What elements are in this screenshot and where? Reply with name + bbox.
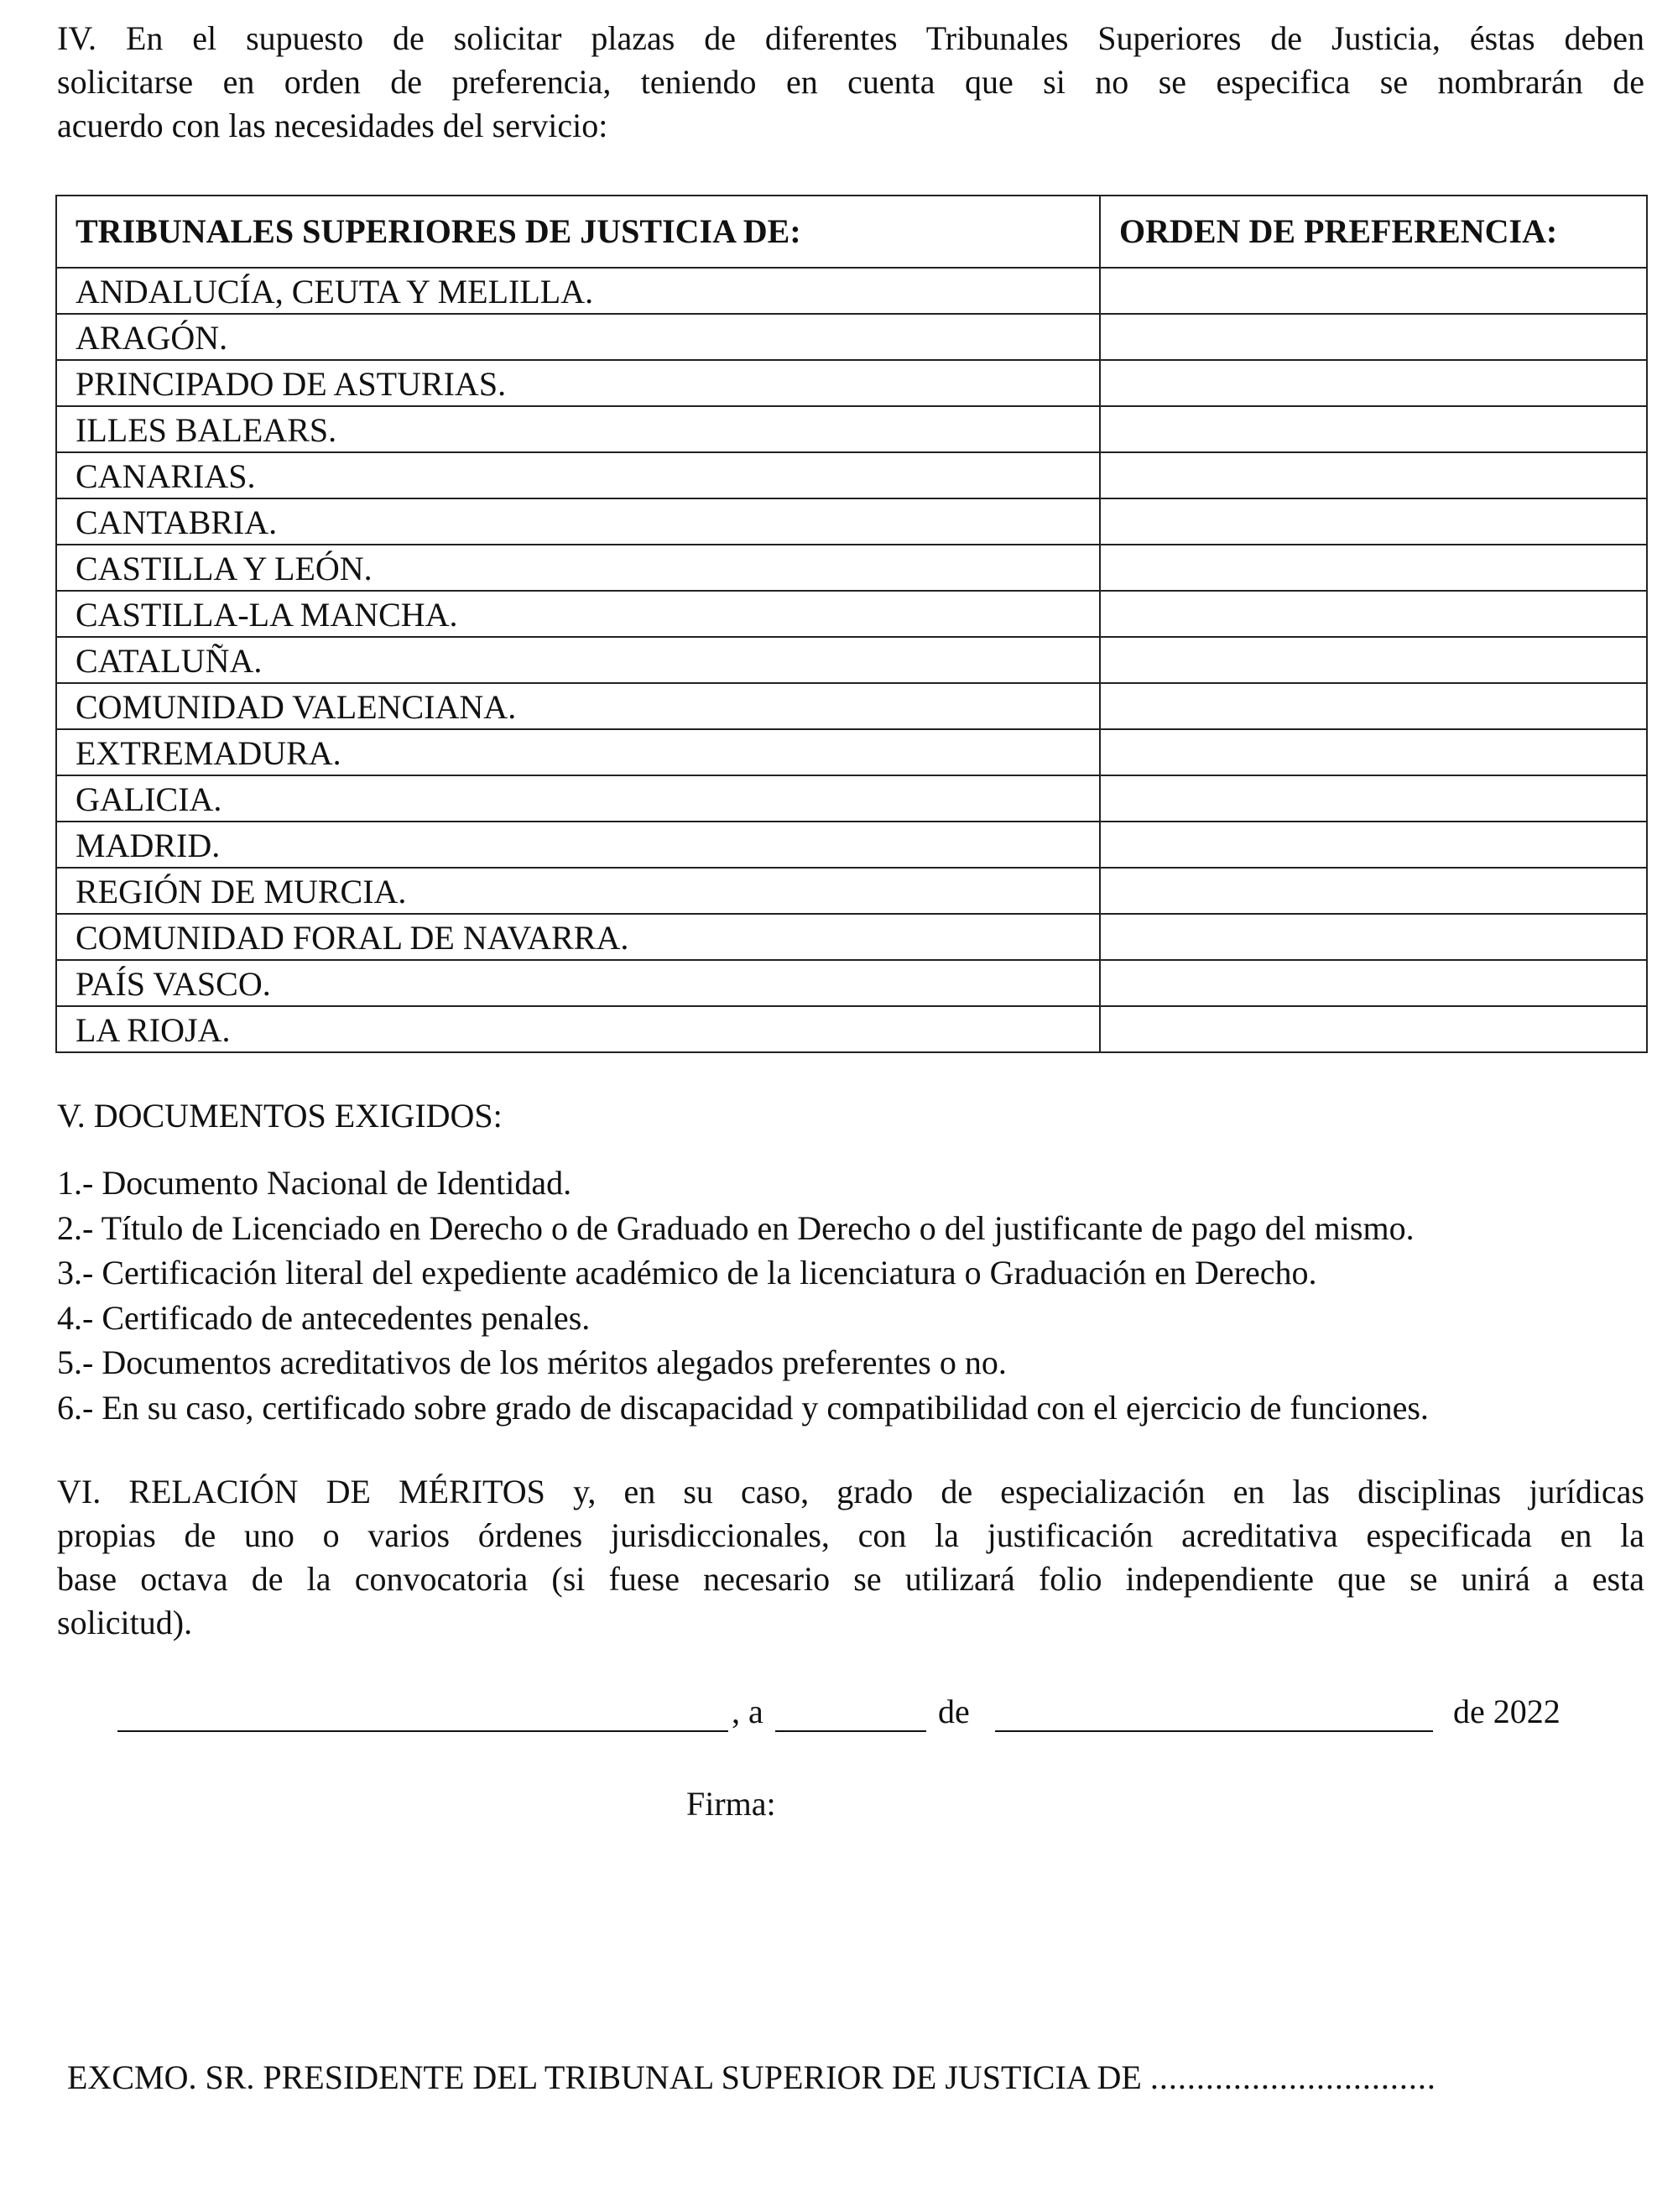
addressee-text: EXCMO. SR. PRESIDENTE DEL TRIBUNAL SUPERIOR DE JUSTICIA DE (67, 2058, 1142, 2096)
tribunal-name-cell: PAÍS VASCO. (56, 960, 1100, 1006)
preference-order-cell[interactable] (1100, 406, 1647, 452)
table-row (56, 914, 1647, 960)
tribunal-name-cell: EXTREMADURA. (56, 729, 1100, 775)
list-item: 3.- Certificación literal del expediente académico de la licenciatura o Graduación en Derecho. (57, 1254, 1317, 1291)
tribunales-column-header: TRIBUNALES SUPERIORES DE JUSTICIA DE: (56, 196, 1100, 268)
comma-a-text: , a (732, 1693, 763, 1730)
list-item: 1.- Documento Nacional de Identidad. (57, 1164, 572, 1202)
signature-label: Firma: (686, 1785, 776, 1823)
preference-order-cell[interactable] (1100, 314, 1647, 360)
list-item: 5.- Documentos acreditativos de los méritos alegados preferentes o no. (57, 1343, 1007, 1381)
list-item: 4.- Certificado de antecedentes penales. (57, 1298, 591, 1337)
de-text: de (938, 1693, 970, 1730)
tribunal-name-cell: ILLES BALEARS. (56, 406, 1100, 452)
preference-order-cell[interactable] (1100, 775, 1647, 822)
table-row (56, 545, 1647, 591)
table-row (56, 406, 1647, 452)
section-iv-line: solicitarse en orden de preferencia, teniendo en cuenta que si no se especifica se nombrarán de (57, 63, 1644, 101)
day-blank[interactable] (775, 1730, 926, 1732)
table-row (56, 822, 1647, 868)
tribunal-name-cell: REGIÓN DE MURCIA. (56, 868, 1100, 914)
preference-order-cell[interactable] (1100, 268, 1647, 314)
section-iv-paragraph (57, 17, 1644, 148)
table-body (56, 268, 1647, 1052)
preference-order-cell[interactable] (1100, 1006, 1647, 1052)
tribunal-name-cell: MADRID. (56, 822, 1100, 868)
year-text: de 2022 (1453, 1693, 1561, 1730)
place-date-line (117, 1690, 1577, 1740)
table-row (56, 775, 1647, 822)
tribunal-name-cell: PRINCIPADO DE ASTURIAS. (56, 360, 1100, 406)
tribunal-name-cell: ANDALUCÍA, CEUTA Y MELILLA. (56, 268, 1100, 314)
table-row (56, 498, 1647, 545)
preference-order-cell[interactable] (1100, 452, 1647, 498)
section-v-heading: V. DOCUMENTOS EXIGIDOS: (57, 1097, 503, 1135)
month-blank[interactable] (995, 1730, 1433, 1732)
section-iv-line: acuerdo con las necesidades del servicio: (57, 107, 608, 144)
list-item: 2.- Título de Licenciado en Derecho o de Graduado en Derecho o del justificante de pago del mismo. (57, 1208, 1415, 1247)
preference-order-cell[interactable] (1100, 545, 1647, 591)
section-vi-line: propias de uno o varios órdenes jurisdiccionales, con la justificación acreditativa especificada en la (57, 1516, 1644, 1554)
list-item: 6.- En su caso, certificado sobre grado de discapacidad y compatibilidad con el ejercicio de funciones. (57, 1388, 1429, 1427)
table-row (56, 268, 1647, 314)
preference-order-cell[interactable] (1100, 683, 1647, 729)
preference-order-cell[interactable] (1100, 960, 1647, 1006)
section-vi-paragraph (57, 1470, 1644, 1645)
preference-order-cell[interactable] (1100, 822, 1647, 868)
tribunal-name-cell: COMUNIDAD FORAL DE NAVARRA. (56, 914, 1100, 960)
table-row (56, 960, 1647, 1006)
table-row (56, 360, 1647, 406)
tribunal-name-cell: CANARIAS. (56, 452, 1100, 498)
table-row (56, 1006, 1647, 1052)
table-row (56, 637, 1647, 683)
preference-order-cell[interactable] (1100, 360, 1647, 406)
tribunal-name-cell: CANTABRIA. (56, 498, 1100, 545)
preference-column-header: ORDEN DE PREFERENCIA: (1100, 196, 1647, 268)
section-vi-line: base octava de la convocatoria (si fuese necesario se utilizará folio independiente que se unirá a esta (57, 1560, 1644, 1598)
section-iv-line: IV. En el supuesto de solicitar plazas de diferentes Tribunales Superiores de Justicia, éstas deben (57, 19, 1644, 57)
section-vi-line: VI. RELACIÓN DE MÉRITOS y, en su caso, grado de especialización en las disciplinas jurídicas (57, 1473, 1644, 1510)
preference-order-cell[interactable] (1100, 637, 1647, 683)
tribunal-name-cell: ARAGÓN. (56, 314, 1100, 360)
preference-order-cell[interactable] (1100, 498, 1647, 545)
table-row (56, 868, 1647, 914)
tribunal-name-cell: COMUNIDAD VALENCIANA. (56, 683, 1100, 729)
table-row (56, 683, 1647, 729)
section-vi-line: solicitud). (57, 1604, 193, 1641)
table-header-row (56, 196, 1647, 268)
place-blank[interactable] (117, 1730, 728, 1732)
tribunal-name-cell: CASTILLA Y LEÓN. (56, 545, 1100, 591)
preference-order-cell[interactable] (1100, 868, 1647, 914)
table-row (56, 591, 1647, 637)
preference-order-cell[interactable] (1100, 729, 1647, 775)
tribunales-preference-table (55, 195, 1648, 1053)
tribunal-name-cell: CATALUÑA. (56, 637, 1100, 683)
required-documents-list (57, 1161, 1651, 1430)
preference-order-cell[interactable] (1100, 591, 1647, 637)
preference-order-cell[interactable] (1100, 914, 1647, 960)
addressee-line (67, 2056, 1436, 2100)
table-row (56, 729, 1647, 775)
table-row (56, 314, 1647, 360)
tribunal-name-cell: LA RIOJA. (56, 1006, 1100, 1052)
addressee-dots[interactable]: ............................... (1149, 2058, 1436, 2096)
tribunal-name-cell: GALICIA. (56, 775, 1100, 822)
tribunal-name-cell: CASTILLA-LA MANCHA. (56, 591, 1100, 637)
table-row (56, 452, 1647, 498)
